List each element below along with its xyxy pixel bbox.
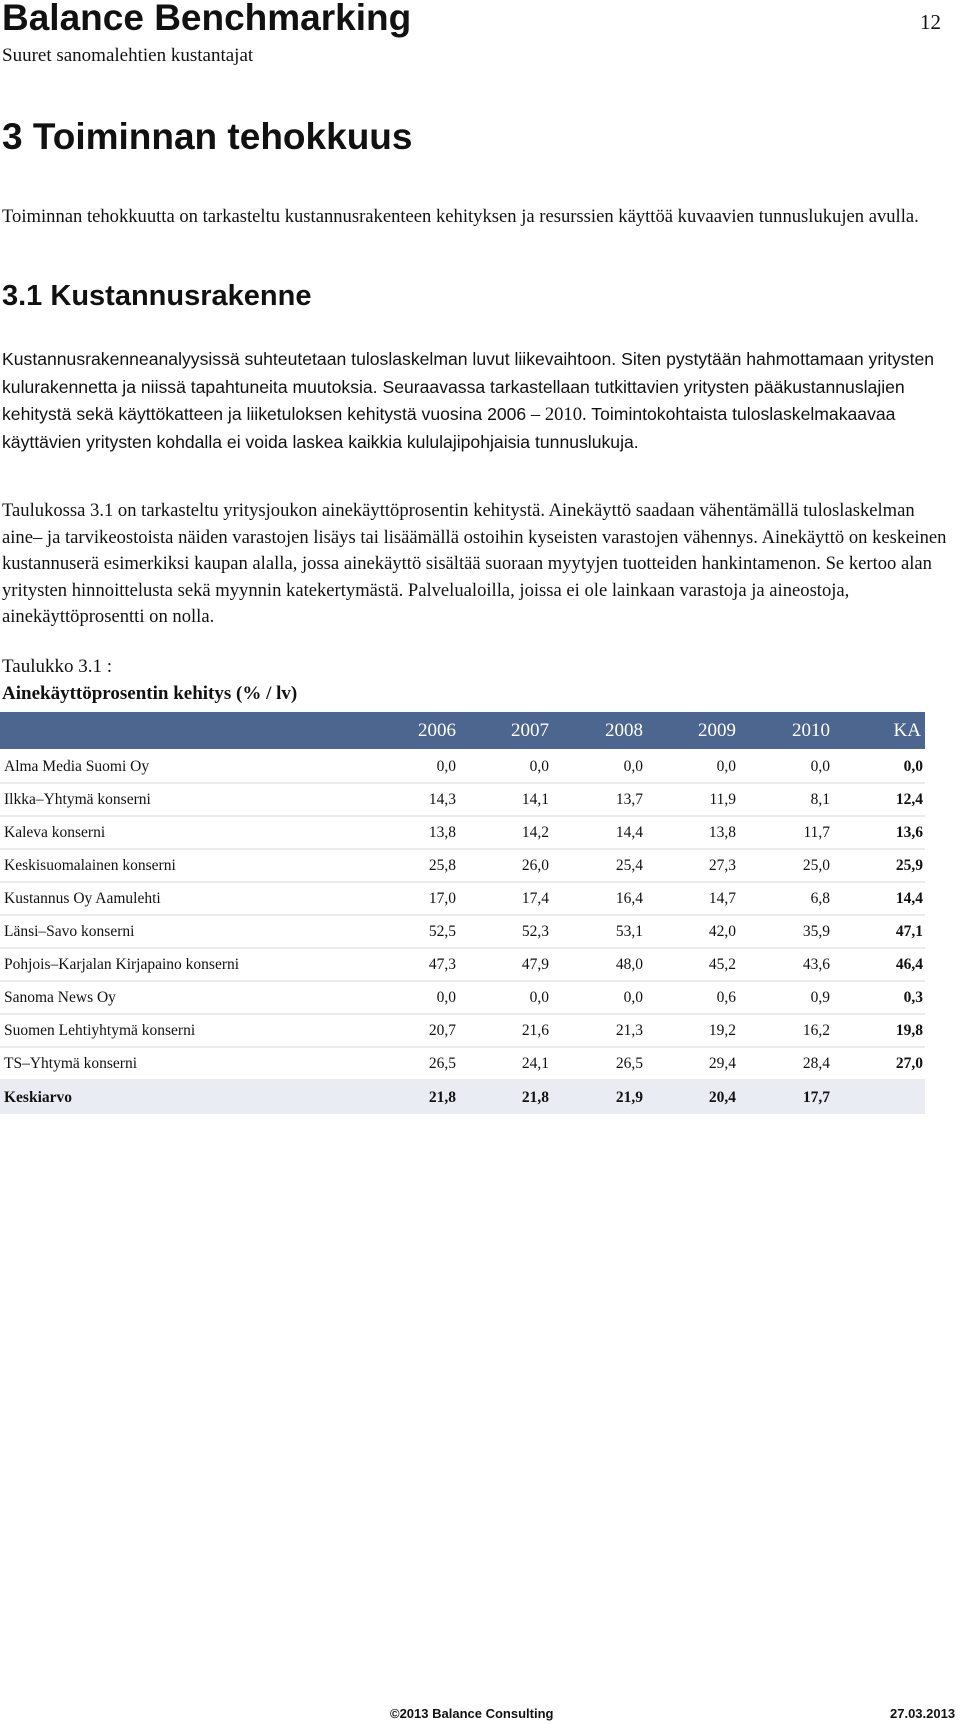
column-header: 2006 [366, 712, 460, 750]
paragraph-text: Siten pystytään hahmottamaan yritysten kulurakennetta ja niissä tapahtuneita muutoksia. Seuraavassa tarkastellaan tutkittavien yritysten pääkustannuslajien kehitystä sekä käyttökatteen ja liiketuloksen kehitystä vuosina 2006 [2, 349, 935, 424]
table-row [0, 948, 925, 981]
table-row [0, 915, 925, 948]
value-cell: 26,5 [553, 1047, 647, 1080]
value-cell: 11,9 [647, 783, 740, 816]
page-number: 12 [920, 10, 941, 34]
average-cell: 47,1 [834, 915, 925, 948]
company-name: Keskisuomalainen konserni [0, 849, 366, 882]
value-cell: 24,1 [460, 1047, 553, 1080]
value-cell: 45,2 [647, 948, 740, 981]
value-cell: 21,8 [366, 1080, 460, 1114]
value-cell: 47,3 [366, 948, 460, 981]
paragraph-text: Toimintokohtaista tuloslaskelmakaavaa käyttävien yritysten kohdalla ei voida laskea kaikkia kululajipohjaisia tunnuslukuja. [2, 404, 896, 452]
average-cell: 12,4 [834, 783, 925, 816]
average-cell: 25,9 [834, 849, 925, 882]
table-row [0, 750, 925, 783]
value-cell: 28,4 [740, 1047, 834, 1080]
column-header: KA [834, 712, 925, 750]
value-cell: 14,2 [460, 816, 553, 849]
table-row [0, 849, 925, 882]
value-cell: 21,6 [460, 1014, 553, 1047]
value-cell: 42,0 [647, 915, 740, 948]
value-cell: 0,0 [366, 750, 460, 783]
paragraph-material-use: Taulukossa 3.1 on tarkasteltu yritysjoukon ainekäyttöprosentin kehitystä. Ainekäyttö saadaan vähentämällä tuloslaskelman aine– ja tarvikeostoista näiden varastojen lisäys tai lisäämällä ostoihin kyseisten varastojen vähennys. Ainekäyttö on keskeinen kustannuserä esimerkiksi kaupan alalla, jossa ainekäyttö sisältää suoraan myytyjen tuotteiden hankintamenon. Se kertoo alan yritysten hinnoittelusta sekä myynnin katekertymästä. Palvelualoilla, joissa ei ole lainkaan varastoja ja aineostoja, ainekäyttöprosentti on nolla. [2, 500, 947, 627]
column-header: 2008 [553, 712, 647, 750]
value-cell: 25,8 [366, 849, 460, 882]
value-cell: 0,0 [647, 750, 740, 783]
table-header-row [0, 712, 925, 750]
average-cell [834, 1080, 925, 1114]
paragraph-text: Kustannusrakenneanalyysissä suhteutetaan tuloslaskelman luvut liikevaihtoon. [2, 349, 622, 369]
value-cell: 25,4 [553, 849, 647, 882]
average-cell: 27,0 [834, 1047, 925, 1080]
value-cell: 35,9 [740, 915, 834, 948]
value-cell: 52,5 [366, 915, 460, 948]
value-cell: 17,7 [740, 1080, 834, 1114]
company-name: Pohjois–Karjalan Kirjapaino konserni [0, 948, 366, 981]
value-cell: 29,4 [647, 1047, 740, 1080]
average-cell: 0,3 [834, 981, 925, 1014]
value-cell: 11,7 [740, 816, 834, 849]
value-cell: 43,6 [740, 948, 834, 981]
company-name: Alma Media Suomi Oy [0, 750, 366, 783]
table-row [0, 1014, 925, 1047]
table-caption-title: Ainekäyttöprosentin kehitys (% / lv) [2, 683, 298, 704]
value-cell: 0,0 [740, 750, 834, 783]
value-cell: 26,0 [460, 849, 553, 882]
document-subtitle: Suuret sanomalehtien kustantajat [2, 45, 254, 66]
value-cell: 26,5 [366, 1047, 460, 1080]
average-cell: 14,4 [834, 882, 925, 915]
company-name: TS–Yhtymä konserni [0, 1047, 366, 1080]
column-header: 2007 [460, 712, 553, 750]
value-cell: 21,9 [553, 1080, 647, 1114]
subsection-heading: 3.1 Kustannusrakenne [2, 280, 312, 312]
footer-date: 27.03.2013 [890, 1706, 956, 1721]
value-cell: 47,9 [460, 948, 553, 981]
value-cell: 14,1 [460, 783, 553, 816]
table-row [0, 816, 925, 849]
company-name: Länsi–Savo konserni [0, 915, 366, 948]
value-cell: 8,1 [740, 783, 834, 816]
average-cell: 19,8 [834, 1014, 925, 1047]
average-cell: 46,4 [834, 948, 925, 981]
value-cell: 0,0 [460, 981, 553, 1014]
column-header: 2009 [647, 712, 740, 750]
value-cell: 13,8 [366, 816, 460, 849]
company-name: Ilkka–Yhtymä konserni [0, 783, 366, 816]
value-cell: 0,6 [647, 981, 740, 1014]
value-cell: 0,9 [740, 981, 834, 1014]
table-row [0, 981, 925, 1014]
value-cell: 17,4 [460, 882, 553, 915]
paragraph-cost-structure [2, 346, 952, 456]
value-cell: 20,7 [366, 1014, 460, 1047]
average-cell: 0,0 [834, 750, 925, 783]
value-cell: 14,4 [553, 816, 647, 849]
value-cell: 0,0 [460, 750, 553, 783]
section-heading: 3 Toiminnan tehokkuus [2, 116, 413, 157]
table-caption-label: Taulukko 3.1 : [2, 656, 113, 677]
footer-copyright: ©2013 Balance Consulting [390, 1706, 554, 1721]
value-cell: 14,3 [366, 783, 460, 816]
value-cell: 17,0 [366, 882, 460, 915]
value-cell: 19,2 [647, 1014, 740, 1047]
table-row [0, 1047, 925, 1080]
company-name: Kustannus Oy Aamulehti [0, 882, 366, 915]
company-name: Suomen Lehtiyhtymä konserni [0, 1014, 366, 1047]
value-cell: 25,0 [740, 849, 834, 882]
value-cell: 0,0 [553, 750, 647, 783]
table-row [0, 783, 925, 816]
company-name: Kaleva konserni [0, 816, 366, 849]
paragraph-text: – 2010. [526, 404, 592, 425]
header-empty-cell [0, 712, 366, 750]
value-cell: 6,8 [740, 882, 834, 915]
material-use-table [0, 712, 925, 1114]
value-cell: 21,3 [553, 1014, 647, 1047]
value-cell: 14,7 [647, 882, 740, 915]
value-cell: 27,3 [647, 849, 740, 882]
value-cell: 20,4 [647, 1080, 740, 1114]
company-name: Sanoma News Oy [0, 981, 366, 1014]
value-cell: 52,3 [460, 915, 553, 948]
document-title: Balance Benchmarking [2, 0, 412, 38]
value-cell: 53,1 [553, 915, 647, 948]
value-cell: 0,0 [366, 981, 460, 1014]
value-cell: 0,0 [553, 981, 647, 1014]
section-intro: Toiminnan tehokkuutta on tarkasteltu kustannusrakenteen kehityksen ja resurssien käyttöä kuvaavien tunnuslukujen avulla. [2, 206, 919, 227]
average-cell: 13,6 [834, 816, 925, 849]
value-cell: 21,8 [460, 1080, 553, 1114]
average-row [0, 1080, 925, 1114]
average-label: Keskiarvo [0, 1080, 366, 1114]
value-cell: 16,2 [740, 1014, 834, 1047]
value-cell: 48,0 [553, 948, 647, 981]
column-header: 2010 [740, 712, 834, 750]
value-cell: 13,7 [553, 783, 647, 816]
value-cell: 16,4 [553, 882, 647, 915]
value-cell: 13,8 [647, 816, 740, 849]
table-row [0, 882, 925, 915]
